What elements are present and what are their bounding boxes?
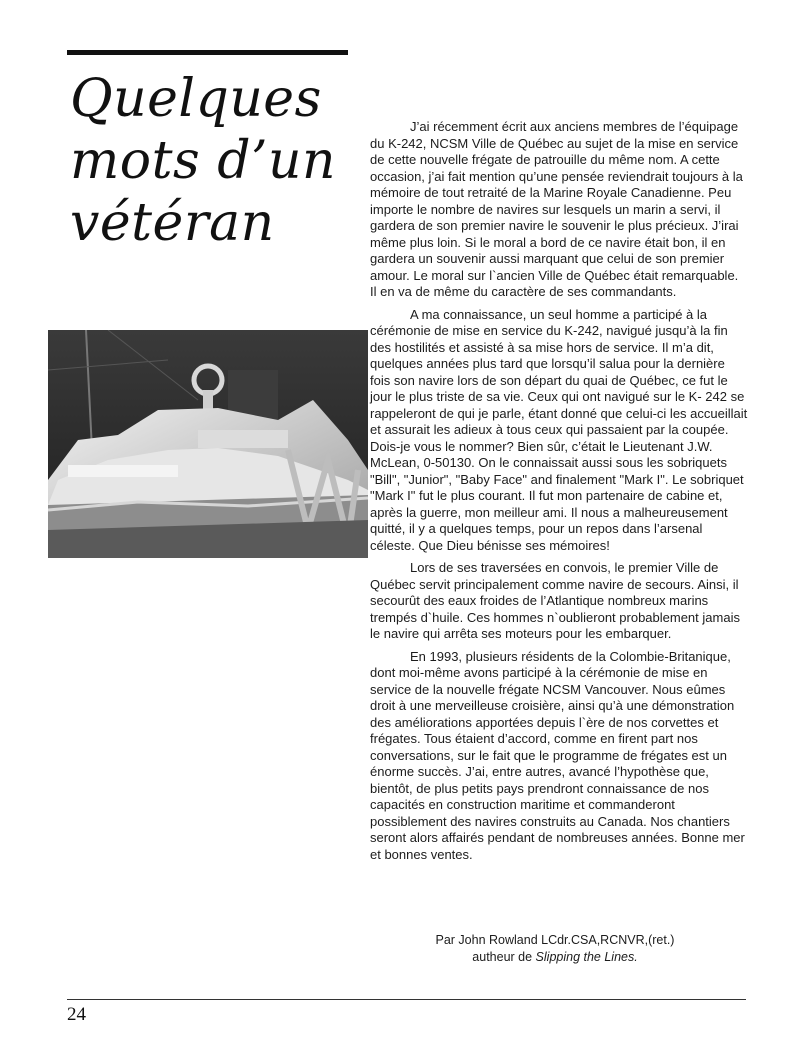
iced-ship-photo: [48, 330, 368, 558]
title-line: Quelques: [70, 69, 322, 129]
title-line: mots d’un: [70, 131, 337, 191]
byline-credit: [420, 949, 690, 966]
article-paragraph: Lors de ses traversées en convois, le premier Ville de Québec servit principalement comme navire de secours. Ainsi, il secourût des eaux froides de l’Atlantique nombreux marins trempés d`huile. Ces hommes n`oublieront probablement jamais le navire qui arrêta ses moteurs pour les embarquer.: [370, 560, 740, 641]
byline-author: Par John Rowland LCdr.CSA,RCNVR,(ret.): [435, 933, 675, 947]
page-number: 24: [67, 1004, 86, 1025]
byline-credit-prefix: autheur de: [472, 950, 536, 964]
article-title: [70, 68, 370, 254]
article-paragraph: J’ai récemment écrit aux anciens membres de l’équipage du K-242, NCSM Ville de Québec au sujet de la mise en service de cette nouvelle frégate de patrouille du même nom. A cette occasion, j’ai fait mention qu’une pensée reviendrait toujours à la mémoire de tout retraité de la Marine Royale Canadienne. Peu importe le nombre de navires sur lesquels un marin a servi, il gardera de son premier navire le souvenir le plus précieux. J’irai même plus loin. Si le moral a bord de ce navire était bon, il en gardera un souvenir aussi marquant que celui de son premier amour. Le moral sur l`ancien Ville de Québec était remarquable. Il en va de même du caractère de ses commandants.: [370, 119, 743, 299]
byline: [420, 932, 690, 966]
footer-rule: [67, 999, 746, 1000]
article-paragraph: En 1993, plusieurs résidents de la Colombie-Britanique, dont moi-même avons participé à la cérémonie de mise en service de la nouvelle frégate NCSM Vancouver. Nous eûmes droit à une merveilleuse croisière, ainsi qu’à une démonstration des améliorations apportées depuis l`ère de nos corvettes et frégates. Tous étaient d’accord, comme en firent part nos conversations, sur le fait que le programme de frégates est un énorme succès. J’ai, entre autres, avancé l’hypothèse que, bientôt, de plus petits pays prendront connaissance de nos capacités en construction maritime et commanderont possiblement des navires construits au Canada. Nos chantiers seront alors affairés pendant de nombreuses années. Bonne mer et bonnes ventes.: [370, 648, 745, 862]
article-body: [370, 119, 748, 869]
book-title: Slipping the Lines.: [535, 950, 638, 964]
title-rule: [67, 50, 348, 55]
title-line: vétéran: [70, 193, 275, 253]
article-paragraph: A ma connaissance, un seul homme a participé à la cérémonie de mise en service du K-242, navigué jusqu’à la fin des hostilités et assisté à sa mise hors de service. Il m’a dit, quelques années plus tard que lorsqu’il salua pour la dernière fois son navire lors de son départ du quai de Québec, ce fut le jour le plus triste de sa vie. Ceux qui ont navigué sur le K- 242 se rappeleront de qui je parle, étant donné que celui-ci les accueillait et assurait les adieux à tous ceux qui passaient par la coupée. Dois-je vous le nommer? Bien sûr, c’était le Lieutenant J.W. McLean, 0-50130. On le connaissait aussi sous les sobriquets "Bill", "Junior", "Baby Face" and finalement "Mark I". Le sobriquet "Mark I" fut le plus courant. Il fut mon partenaire de cabine et, après la guerre, mon meilleur ami. Il nous a malheureusement quitté, il y a quelques temps, pour un repos dans l’arsenal céleste. Que Dieu bénisse ses mémoires!: [370, 306, 748, 553]
